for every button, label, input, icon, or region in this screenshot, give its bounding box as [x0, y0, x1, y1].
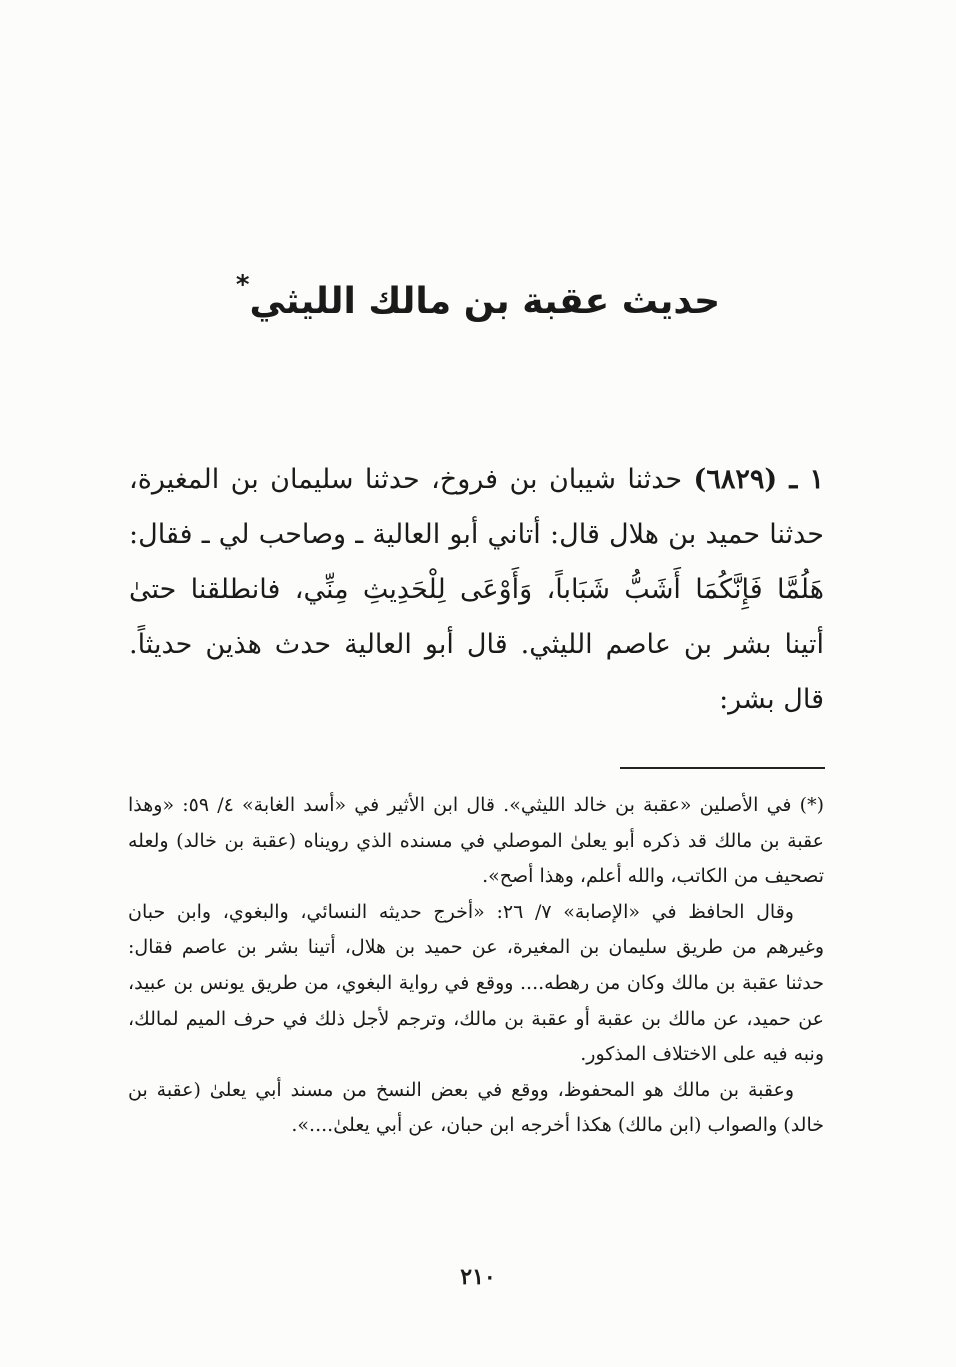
footnotes: [128, 788, 824, 1144]
hadith-paragraph: [129, 452, 824, 727]
page-number: ٢١٠: [460, 1264, 496, 1290]
hadith-number: ١ ـ (٦٨٢٩): [693, 464, 824, 495]
chapter-title-text: حديث عقبة بن مالك الليثي: [249, 281, 721, 322]
footnote-paragraph-3: وعقبة بن مالك هو المحفوظ، ووقع في بعض النسخ من مسند أبي يعلىٰ (عقبة بن خالد) والصواب (ابن مالك) هكذا أخرجه ابن حبان، عن أبي يعلىٰ....».: [128, 1078, 824, 1137]
footnote-separator: [620, 767, 825, 769]
hadith-text: حدثنا شيبان بن فروخ، حدثنا سليمان بن المغيرة، حدثنا حميد بن هلال قال: أتاني أبو العالية ـ وصاحب لي ـ فقال: هَلُمَّا فَإِنَّكُمَا أَشَبُّ شَبَاباً، وَأَوْعَى لِلْحَدِيثِ مِنِّي، فانطلقنا حتىٰ أتينا بشر بن عاصم الليثي. قال أبو العالية حدث هذين حديثاً. قال بشر:: [129, 464, 824, 715]
footnote-paragraph-1: (*) في الأصلين «عقبة بن خالد الليثي». قال ابن الأثير في «أسد الغابة» ٤/ ٥٩: «وهذا عقبة بن مالك قد ذكره أبو يعلىٰ الموصلي في مسنده الذي رويناه (عقبة بن خالد) ولعله تصحيف من الكاتب، والله أعلم، وهذا أصح».: [128, 794, 824, 888]
footnote-paragraph-2: وقال الحافظ في «الإصابة» ٧/ ٢٦: «أخرج حديثه النسائي، والبغوي، وابن حبان وغيرهم من طريق سليمان بن المغيرة، عن حميد بن هلال، أتينا بشر بن عاصم فقال: حدثنا عقبة بن مالك وكان من رهطه.... ووقع في رواية البغوي، من طريق يونس بن عبيد، عن حميد، عن مالك بن عقبة أو عقبة بن مالك، وترجم لأجل ذلك في حرف الميم لمالك، ونبه فيه على الاختلاف المذكور.: [128, 900, 824, 1066]
footnote-marker: *: [235, 270, 250, 300]
chapter-title: [0, 272, 956, 332]
